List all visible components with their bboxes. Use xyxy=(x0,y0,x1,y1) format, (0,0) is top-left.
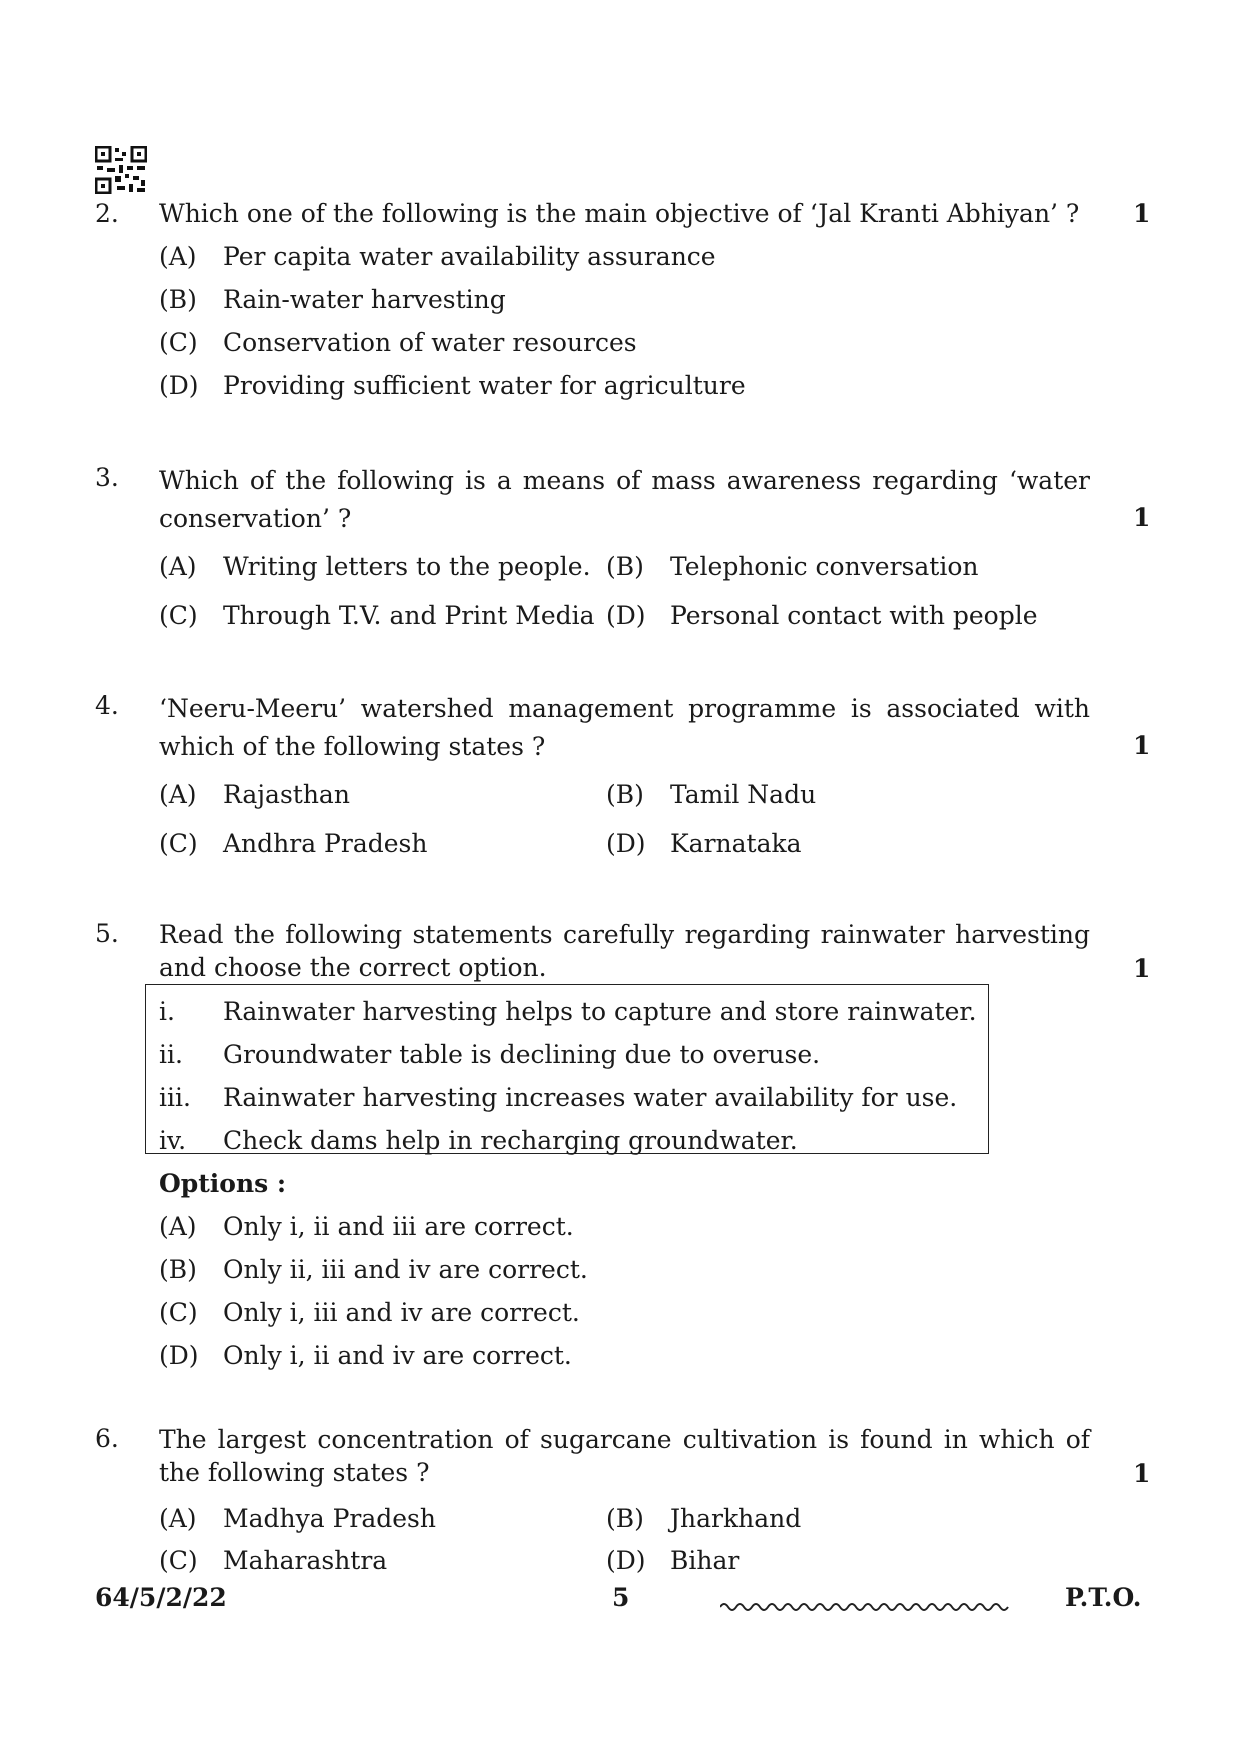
wavy-line-icon xyxy=(720,1590,1010,1621)
marks: 1 xyxy=(1133,199,1151,228)
paper-code: 64/5/2/22 xyxy=(95,1583,227,1612)
question-number: 5. xyxy=(95,919,119,948)
option-b: (B) Jharkhand xyxy=(606,1504,802,1533)
question-text: Read the following statements carefully regarding rainwater harvesting and choose the correct option. xyxy=(159,920,1090,982)
marks: 1 xyxy=(1133,731,1151,760)
option-c: (C) Andhra Pradesh xyxy=(159,829,428,858)
option-c: (C) Through T.V. and Print Media xyxy=(159,601,595,630)
options-heading: Options : xyxy=(159,1169,287,1198)
marks: 1 xyxy=(1133,954,1151,983)
statement-iv: iv. Check dams help in recharging groundwater. xyxy=(159,1126,798,1155)
pto-label: P.T.O. xyxy=(1065,1583,1142,1612)
option-b: (B) Only ii, iii and iv are correct. xyxy=(159,1255,588,1284)
statement-ii: ii. Groundwater table is declining due to overuse. xyxy=(159,1040,821,1069)
question-text: ‘Neeru-Meeru’ watershed management programme is associated with which of the following states ? xyxy=(159,694,1090,761)
question-text: Which of the following is a means of mass awareness regarding ‘water conservation’ ? xyxy=(159,466,1090,533)
marks: 1 xyxy=(1133,1459,1151,1488)
option-d: (D) Karnataka xyxy=(606,829,802,858)
qr-code-icon xyxy=(95,146,147,201)
question-text: The largest concentration of sugarcane cultivation is found in which of the following states ? xyxy=(159,1425,1090,1487)
option-a: (A) Only i, ii and iii are correct. xyxy=(159,1212,574,1241)
option-c: (C) Maharashtra xyxy=(159,1546,388,1575)
question-number: 3. xyxy=(95,463,119,492)
option-a: (A) Rajasthan xyxy=(159,780,350,809)
question-text: Which one of the following is the main objective of ‘Jal Kranti Abhiyan’ ? xyxy=(159,199,1080,228)
option-a: (A) Per capita water availability assurance xyxy=(159,242,716,271)
question-number: 4. xyxy=(95,691,119,720)
statement-iii: iii. Rainwater harvesting increases water availability for use. xyxy=(159,1083,958,1112)
option-d: (D) Personal contact with people xyxy=(606,601,1038,630)
option-c: (C) Only i, iii and iv are correct. xyxy=(159,1298,580,1327)
statement-i: i. Rainwater harvesting helps to capture and store rainwater. xyxy=(159,997,977,1026)
option-b: (B) Telephonic conversation xyxy=(606,552,979,581)
option-b: (B) Rain-water harvesting xyxy=(159,285,506,314)
page-number: 5 xyxy=(612,1583,630,1612)
option-a: (A) Madhya Pradesh xyxy=(159,1504,436,1533)
option-a: (A) Writing letters to the people. xyxy=(159,552,591,581)
question-number: 6. xyxy=(95,1424,119,1453)
option-b: (B) Tamil Nadu xyxy=(606,780,817,809)
option-c: (C) Conservation of water resources xyxy=(159,328,637,357)
option-d: (D) Only i, ii and iv are correct. xyxy=(159,1341,572,1370)
option-d: (D) Providing sufficient water for agriculture xyxy=(159,371,746,400)
marks: 1 xyxy=(1133,503,1151,532)
question-number: 2. xyxy=(95,199,119,228)
option-d: (D) Bihar xyxy=(606,1546,740,1575)
